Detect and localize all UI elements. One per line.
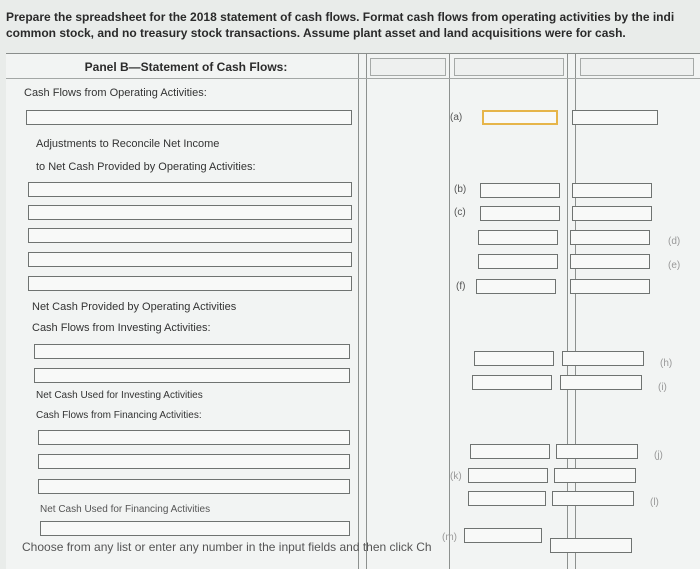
marker-b: (b): [454, 184, 467, 195]
total-input-g[interactable]: [562, 351, 644, 366]
marker-j: (j): [654, 450, 663, 461]
marker-d: (d): [668, 236, 681, 247]
marker-m: (m): [442, 532, 457, 543]
total-input-h[interactable]: [560, 375, 642, 390]
marker-h: (h): [660, 358, 673, 369]
amount-input-k[interactable]: [468, 468, 548, 483]
marker-i: (i): [658, 382, 667, 393]
financing-heading: Cash Flows from Financing Activities:: [36, 410, 202, 421]
financing-description-input[interactable]: [38, 479, 350, 494]
amount-input-a[interactable]: [482, 110, 558, 125]
total-input-l[interactable]: [552, 491, 634, 506]
marker-a: (a): [450, 112, 463, 123]
amount-input-l[interactable]: [468, 491, 546, 506]
header-cell: [454, 58, 564, 76]
total-input-f[interactable]: [570, 279, 650, 294]
adjustment-description-input[interactable]: [28, 205, 352, 220]
amount-input-g[interactable]: [474, 351, 554, 366]
instructions: [6, 9, 700, 41]
panel-title: Panel B—Statement of Cash Flows:: [84, 60, 288, 74]
column-divider: [366, 54, 367, 569]
net-financing-label: Net Cash Used for Financing Activities: [40, 504, 211, 515]
amount-input-c[interactable]: [480, 206, 560, 221]
instructions-line-1: Prepare the spreadsheet for the 2018 statement of cash flows. Format cash flows from operating activities by the indi: [6, 10, 675, 24]
investing-heading: Cash Flows from Investing Activities:: [32, 322, 211, 334]
marker-e: (e): [668, 260, 681, 271]
adjustments-label-2: to Net Cash Provided by Operating Activities:: [36, 161, 256, 173]
spreadsheet: [6, 53, 700, 569]
column-divider: [358, 54, 359, 569]
adjustment-description-input[interactable]: [28, 228, 352, 243]
amount-input-h[interactable]: [472, 375, 552, 390]
amount-input-e[interactable]: [478, 254, 558, 269]
marker-c: (c): [454, 207, 466, 218]
adjustment-description-input[interactable]: [28, 182, 352, 197]
operating-description-input[interactable]: [26, 110, 352, 125]
investing-description-input[interactable]: [34, 368, 350, 383]
row-divider: [6, 78, 700, 79]
amount-input-j[interactable]: [470, 444, 550, 459]
total-input-a[interactable]: [572, 110, 658, 125]
instructions-line-2: common stock, and no treasury stock transactions. Assume plant asset and land acquisitions were for cash.: [6, 26, 626, 40]
operating-heading: Cash Flows from Operating Activities:: [24, 87, 207, 99]
total-input-e[interactable]: [570, 254, 650, 269]
marker-f: (f): [456, 281, 466, 292]
footer-hint: Choose from any list or enter any number in the input fields and then click Ch: [22, 540, 432, 554]
total-input-j[interactable]: [556, 444, 638, 459]
amount-input-b[interactable]: [480, 183, 560, 198]
investing-description-input[interactable]: [34, 344, 350, 359]
marker-l: (l): [650, 497, 659, 508]
column-divider: [449, 54, 450, 569]
financing-description-input[interactable]: [40, 521, 350, 536]
adjustments-label-1: Adjustments to Reconcile Net Income: [36, 138, 220, 150]
total-input-m[interactable]: [550, 538, 632, 553]
marker-k: (k): [450, 471, 462, 482]
amount-input-m[interactable]: [464, 528, 542, 543]
net-operating-label: Net Cash Provided by Operating Activities: [32, 301, 237, 313]
amount-input-d[interactable]: [478, 230, 558, 245]
header-cell: [580, 58, 694, 76]
total-input-k[interactable]: [554, 468, 636, 483]
adjustment-description-input[interactable]: [28, 252, 352, 267]
total-input-b[interactable]: [572, 183, 652, 198]
header-cell: [370, 58, 446, 76]
financing-description-input[interactable]: [38, 454, 350, 469]
total-input-d[interactable]: [570, 230, 650, 245]
net-investing-label: Net Cash Used for Investing Activities: [36, 390, 203, 401]
financing-description-input[interactable]: [38, 430, 350, 445]
total-input-c[interactable]: [572, 206, 652, 221]
amount-input-f[interactable]: [476, 279, 556, 294]
adjustment-description-input[interactable]: [28, 276, 352, 291]
